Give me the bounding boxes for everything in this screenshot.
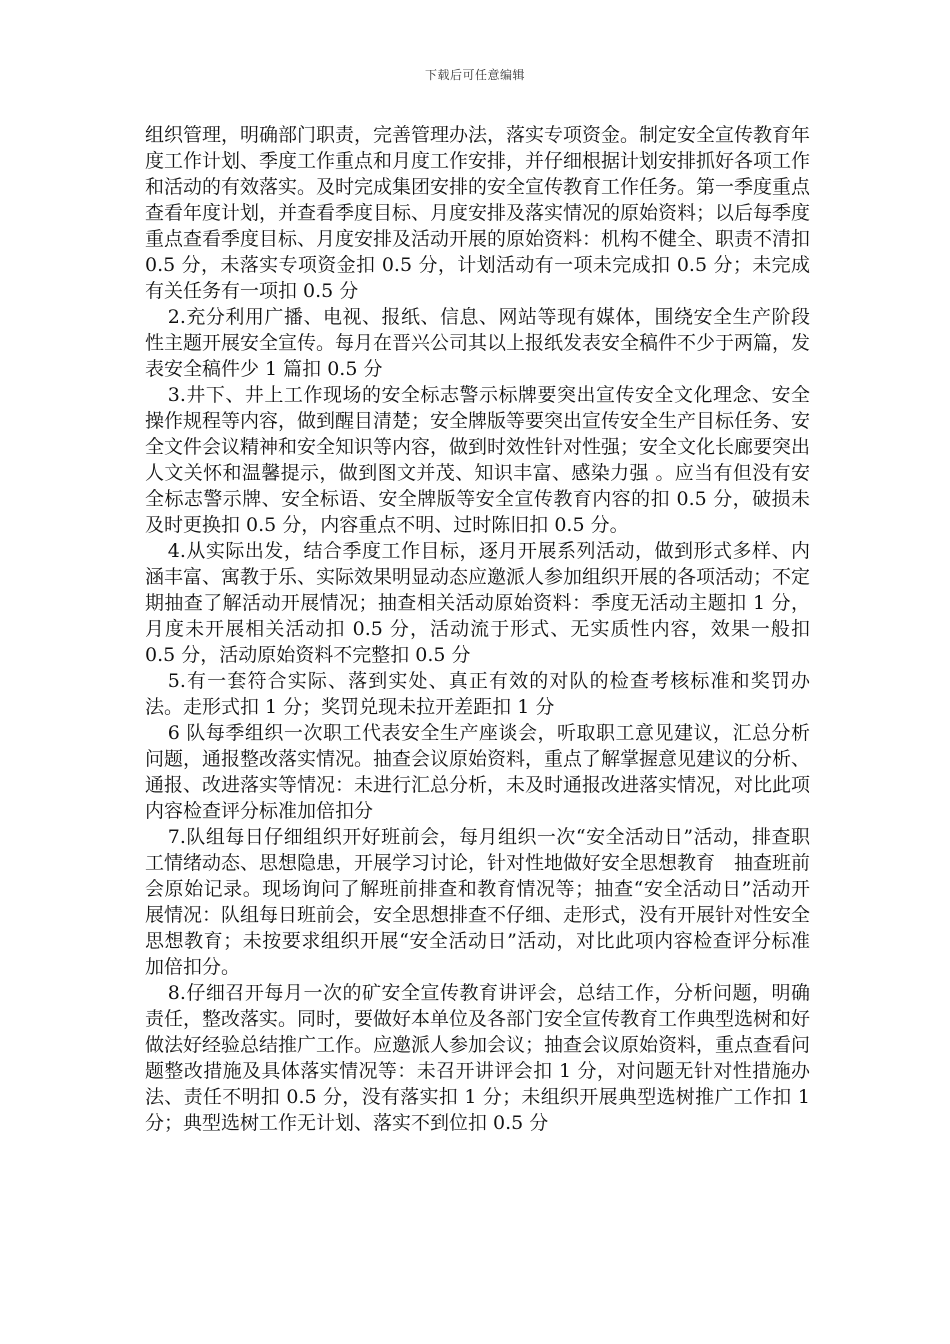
paragraph-4: 4.从实际出发，结合季度工作目标，逐月开展系列活动，做到形式多样、内涵丰富、寓教于乐、实际效果明显动态应邀派人参加组织开展的各项活动；不定期抽查了解活动开展情况；抽查相关活动原始资料：季度无活动主题扣 1 分，月度未开展相关活动扣 0.5 分，活动流于形式、无实质性内容，效果一般扣 0.5 分，活动原始资料不完整扣 0.5 分 — [145, 540, 811, 666]
paragraph-8: 8.仔细召开每月一次的矿安全宣传教育讲评会，总结工作，分析问题，明确责任，整改落实。同时，要做好本单位及各部门安全宣传教育工作典型选树和好做法好经验总结推广工作。应邀派人参加会议；抽查会议原始资料，重点查看问题整改措施及具体落实情况等：未召开讲评会扣 1 分，对问题无针对性措施办法、责任不明扣 0.5 分，没有落实扣 1 分；未组织开展典型选树推广工作扣 1 分；典型选树工作无计划、落实不到位扣 0.5 分 — [145, 982, 811, 1134]
paragraph-2: 2.充分利用广播、电视、报纸、信息、网站等现有媒体，围绕安全生产阶段性主题开展安全宣传。每月在晋兴公司其以上报纸发表安全稿件不少于两篇，发表安全稿件少 1 篇扣 0.5 分 — [145, 306, 811, 380]
document-body — [145, 122, 810, 1136]
paragraph-6: 6 队每季组织一次职工代表安全生产座谈会，听取职工意见建议，汇总分析问题，通报整改落实情况。抽查会议原始资料，重点了解掌握意见建议的分析、通报、改进落实等情况：未进行汇总分析，未及时通报改进落实情况，对比此项内容检查评分标准加倍扣分 — [145, 722, 811, 822]
page-header: 下载后可任意编辑 — [424, 68, 525, 82]
paragraph-7: 7.队组每日仔细组织开好班前会，每月组织一次“安全活动日”活动，排查职工情绪动态、思想隐患，开展学习讨论，针对性地做好安全思想教育 抽查班前会原始记录。现场询问了解班前排查和教育情况等；抽查“安全活动日”活动开展情况：队组每日班前会，安全思想排查不仔细、走形式，没有开展针对性安全思想教育；未按要求组织开展“安全活动日”活动，对比此项内容检查评分标准加倍扣分。 — [145, 826, 811, 978]
paragraph-1: 组织管理，明确部门职责，完善管理办法，落实专项资金。制定安全宣传教育年度工作计划、季度工作重点和月度工作安排，并仔细根据计划安排抓好各项工作和活动的有效落实。及时完成集团安排的安全宣传教育工作任务。第一季度重点查看年度计划，并查看季度目标、月度安排及落实情况的原始资料；以后每季度重点查看季度目标、月度安排及活动开展的原始资料：机构不健全、职责不清扣 0.5 分，未落实专项资金扣 0.5 分，计划活动有一项未完成扣 0.5 分；未完成有关任务有一项扣 0.5 分 — [145, 124, 811, 302]
paragraph-3: 3.井下、井上工作现场的安全标志警示标牌要突出宣传安全文化理念、安全操作规程等内容，做到醒目清楚；安全牌版等要突出宣传安全生产目标任务、安全文件会议精神和安全知识等内容，做到时效性针对性强；安全文化长廊要突出人文关怀和温馨提示，做到图文并茂、知识丰富、感染力强 。应当有但没有安全标志警示牌、安全标语、安全牌版等安全宣传教育内容的扣 0.5 分，破损未及时更换扣 0.5 分，内容重点不明、过时陈旧扣 0.5 分。 — [145, 384, 811, 536]
paragraph-5: 5.有一套符合实际、落到实处、真正有效的对队的检查考核标准和奖罚办法。走形式扣 1 分；奖罚兑现未拉开差距扣 1 分 — [145, 670, 810, 718]
